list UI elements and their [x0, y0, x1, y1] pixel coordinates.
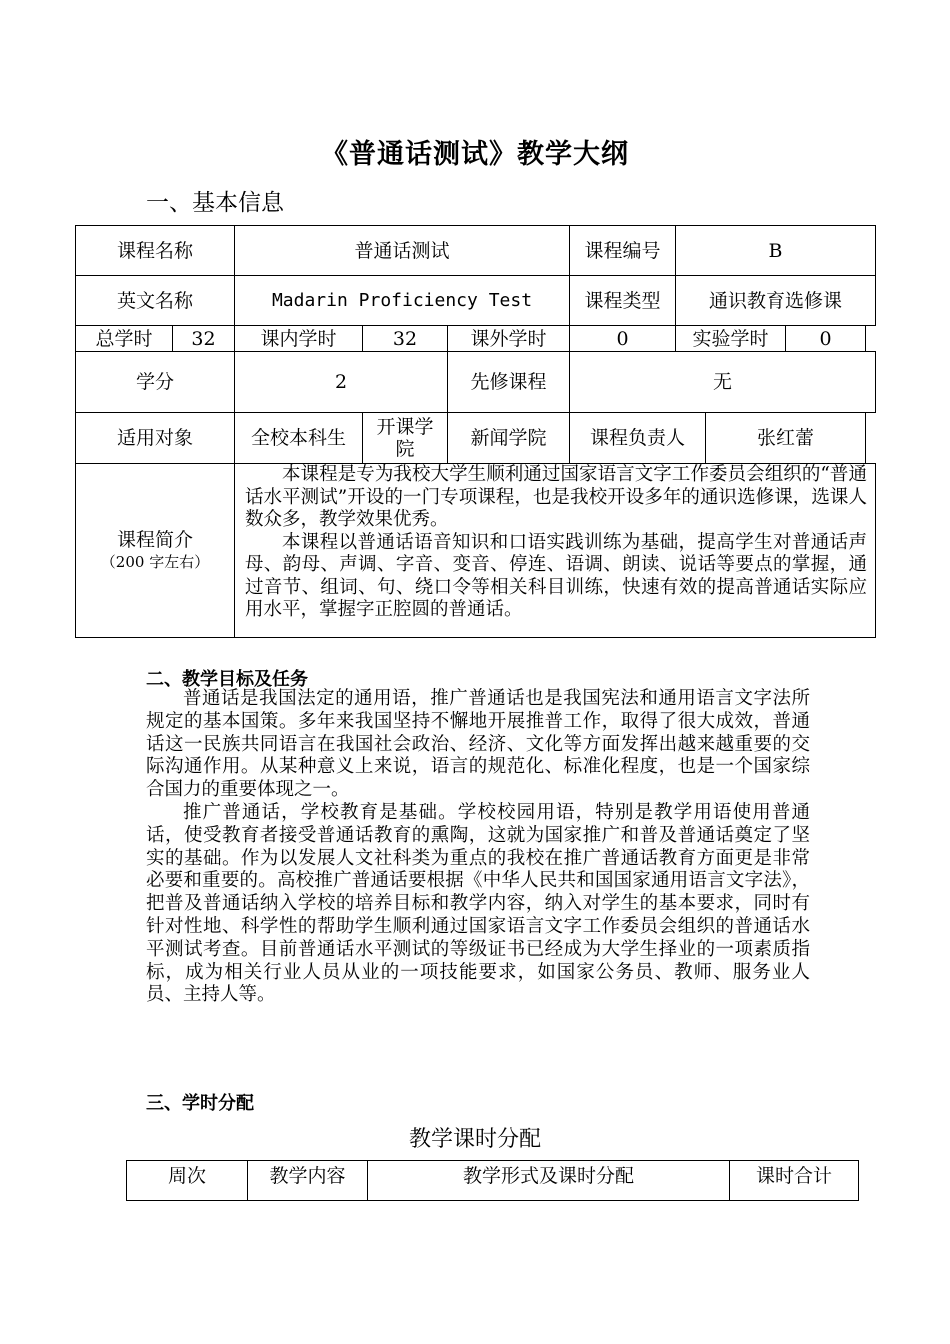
total-hours-value: 32 — [172, 325, 235, 352]
goals-paragraph-1: 普通话是我国法定的通用语，推广普通话也是我国宪法和通用语言文字法所规定的基本国策。多年来我国坚持不懈地开展推普工作，取得了很大成效，普通话这一民族共同语言在我国社会政治、经济、文化等方面发挥出越来越重要的交际沟通作用。从某种意义上来说，语言的规范化、标准化程度，也是一个国家综合国力的重要体现之一。 — [146, 688, 810, 801]
intro-paragraph-1: 本课程是专为我校大学生顺利通过国家语言文字工作委员会组织的“普通话水平测试”开设的一门专项课程，也是我校开设多年的通识选修课，选课人数众多，教学效果优秀。 — [245, 464, 867, 530]
prerequisite-value: 无 — [569, 351, 876, 413]
hours-header-total: 课时合计 — [729, 1160, 859, 1201]
in-class-hours-value: 32 — [362, 325, 448, 352]
goals-text — [146, 688, 810, 1007]
document-title: 《普通话测试》教学大纲 — [321, 139, 629, 170]
section-heading-goals: 二、教学目标及任务 — [146, 669, 308, 690]
in-class-hours-label: 课内学时 — [234, 325, 363, 352]
audience-label: 适用对象 — [75, 412, 235, 464]
hours-header-week: 周次 — [126, 1160, 248, 1201]
course-type-value: 通识教育选修课 — [675, 275, 876, 326]
hours-header-content: 教学内容 — [247, 1160, 368, 1201]
lab-hours-value: 0 — [785, 325, 866, 352]
lab-hours-label: 实验学时 — [675, 325, 786, 352]
course-name-label: 课程名称 — [75, 225, 235, 276]
course-leader-label: 课程负责人 — [569, 412, 706, 464]
credit-label: 学分 — [75, 351, 235, 413]
course-name-value: 普通话测试 — [234, 225, 570, 276]
credit-value: 2 — [234, 351, 448, 413]
intro-paragraph-2: 本课程以普通话语音知识和口语实践训练为基础，提高学生对普通话声母、韵母、声调、字音、变音、停连、语调、朗读、说话等要点的掌握，通过音节、组词、句、绕口令等相关科目训练，快速有效的提高普通话实际应用水平，掌握字正腔圆的普通话。 — [245, 531, 867, 620]
audience-value: 全校本科生 — [234, 412, 363, 464]
course-code-value: B — [675, 225, 876, 276]
section-heading-basic-info: 一、基本信息 — [146, 190, 284, 216]
intro-label: 课程简介 — [116, 528, 193, 551]
course-leader-value: 张红蕾 — [705, 412, 866, 464]
hours-table-caption: 教学课时分配 — [408, 1127, 541, 1152]
english-name-value: Madarin Proficiency Test — [234, 275, 570, 326]
intro-note: （200 字左右） — [100, 552, 210, 571]
hours-header-form: 教学形式及课时分配 — [367, 1160, 730, 1201]
total-hours-label: 总学时 — [75, 325, 173, 352]
goals-paragraph-2: 推广普通话，学校教育是基础。学校校园用语，特别是教学用语使用普通话，使受教育者接受普通话教育的熏陶，这就为国家推广和普及普通话奠定了坚实的基础。作为以发展人文社科类为重点的我校在推广普通话教育方面更是非常必要和重要的。高校推广普通话要根据《中华人民共和国国家通用语言文字法》，把普及普通话纳入学校的培养目标和教学内容，纳入对学生的基本要求，同时有针对性地、科学性的帮助学生顺利通过国家语言文字工作委员会组织的普通话水平测试考查。目前普通话水平测试的等级证书已经成为大学生择业的一项素质指标，成为相关行业人员从业的一项技能要求，如国家公务员、教师、服务业人员、主持人等。 — [146, 801, 810, 1006]
out-class-hours-value: 0 — [569, 325, 676, 352]
english-name-label: 英文名称 — [75, 275, 235, 326]
college-value: 新闻学院 — [447, 412, 570, 464]
course-type-label: 课程类型 — [569, 275, 676, 326]
section-heading-hours: 三、学时分配 — [146, 1093, 254, 1114]
college-label: 开课学院 — [362, 412, 448, 464]
course-code-label: 课程编号 — [569, 225, 676, 276]
prerequisite-label: 先修课程 — [447, 351, 570, 413]
out-class-hours-label: 课外学时 — [447, 325, 570, 352]
intro-label-cell — [75, 463, 235, 638]
intro-text — [234, 463, 876, 638]
